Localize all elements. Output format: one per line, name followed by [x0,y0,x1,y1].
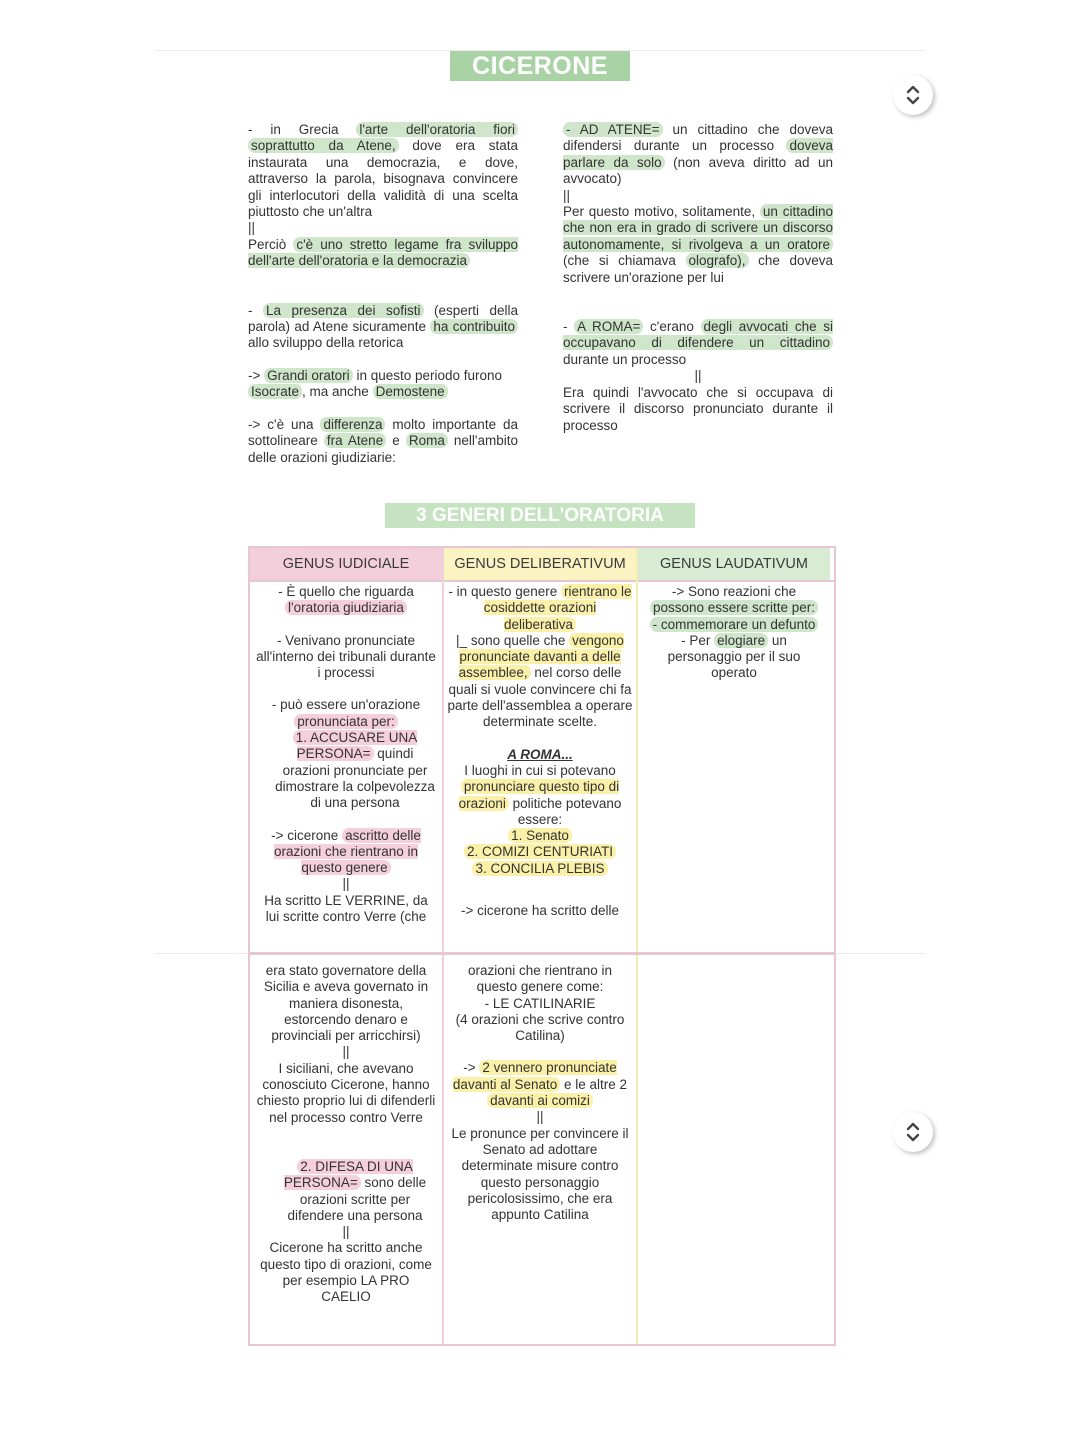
paragraph-greece: - in Grecia l'arte dell'oratoria fiori soprattutto da Atene, dove era stata instaurata una democrazia, e dove, attraverso la parola, bisognava convincere gli interlocutori della validità di una scelta piuttosto che un'altra [248,122,519,220]
paragraph-atene: - AD ATENE= un cittadino che doveva difendersi durante un processo doveva parlare da solo (non aveva diritto ad un avvocato) [563,122,834,187]
paragraph-sofisti: - La presenza dei sofisti (esperti della parola) ad Atene sicuramente ha contribuito allo sviluppo della retorica [248,302,518,351]
paragraph-roma: - A ROMA= c'erano degli avvocati che si occupavano di difendere un cittadino durante un processo [563,319,833,367]
cell-laudativum-1: -> Sono reazioni che possono essere scritte per: - commemorare un defunto - Per elogiare un personaggio per il suo operato [638,578,830,952]
separator: || [563,187,571,203]
header-deliberativum: GENUS DELIBERATIVUM [444,548,638,580]
separator: || [248,220,256,236]
paragraph-differenza: -> c'è una differenza molto importante da sottolineare fra Atene e Roma nell'ambito delle orazioni giudiziarie: [248,416,519,465]
section-title: 3 GENERI DELL'ORATORIA [385,503,695,528]
header-iudiciale: GENUS IUDICIALE [250,548,444,580]
cell-iudiciale-2: era stato governatore della Sicilia e aveva governato in maniera disonesta, estorcendo denaro e provinciali per arricchirsi) || I siciliani, che avevano conosciuto Cicerone, hanno chiesto proprio lui di difenderli nel processo contro Verre 2. DIFESA DI UNA PERSONA= sono delle orazioni scritte per difendere una persona || Cicerone ha scritto anche questo tipo di orazioni, come per esempio LA PRO CAELIO [250,955,444,1344]
paragraph-democracy: Perciò c'è uno stretto legame fra sviluppo dell'arte dell'oratoria e la democrazia [248,236,518,269]
separator: || [694,368,702,384]
paragraph-olografo: Per questo motivo, solitamente, un cittadino che non era in grado di scrivere un discorso autonomamente, si rivolgeva a un oratore (che si chiamava olografo), che doveva scrivere un'orazione per lui [563,204,833,285]
cell-iudiciale-1: - È quello che riguarda l'oratoria giudiziaria - Venivano pronunciate all'interno dei tribunali durante i processi - può essere un'orazione pronunciata per: 1. ACCUSARE UNA PERSONA= quindi orazioni pronunciate per dimostrare la colpevolezza di una persona -> cicerone ascritto delle orazioni che rientrano in questo genere || Ha scritto LE VERRINE, da lui scritte contro Verre (che [250,578,444,952]
header-laudativum: GENUS LAUDATIVUM [638,548,830,580]
paragraph-oratori: -> Grandi oratori in questo periodo furono Isocrate , ma anche Demostene [248,367,503,400]
right-column [563,122,833,434]
cell-deliberativum-2: orazioni che rientrano in questo genere come: - LE CATILINARIE (4 orazioni che scrive contro Catilina) -> 2 vennero pronunciate davanti al Senato e le altre 2 davanti ai comizi || Le pronunce per convincere il Senato ad adottare determinate misure contro questo personaggio pericolosissimo, che era appunto Catilina [444,955,638,1344]
table-body-part2 [248,953,836,1346]
table-header-row [248,546,836,582]
cell-laudativum-2 [638,955,830,1344]
scroll-page-button[interactable] [893,75,933,115]
chevron-up-down-icon [905,83,921,107]
cell-deliberativum-1: - in questo genere rientrano le cosiddette orazioni deliberativa |_ sono quelle che vengono pronunciate davanti a delle assemblee, nel corso delle quali si vuole convincere chi fa parte dell'assemblea a operare determinate scelte. A ROMA... I luoghi in cui si potevano pronunciare questo tipo di orazioni politiche potevano essere: 1. Senato 2. COMIZI CENTURIATI 3. CONCILIA PLEBIS -> cicerone ha scritto delle [444,578,638,952]
paragraph-avvocato: Era quindi l'avvocato che si occupava di scrivere il discorso pronunciato durante il processo [563,384,833,433]
table-body-part1 [248,578,836,954]
chevron-up-down-icon [905,1120,921,1144]
scroll-page-button[interactable] [893,1112,933,1152]
left-column [248,122,518,466]
page-title: CICERONE [450,51,630,81]
